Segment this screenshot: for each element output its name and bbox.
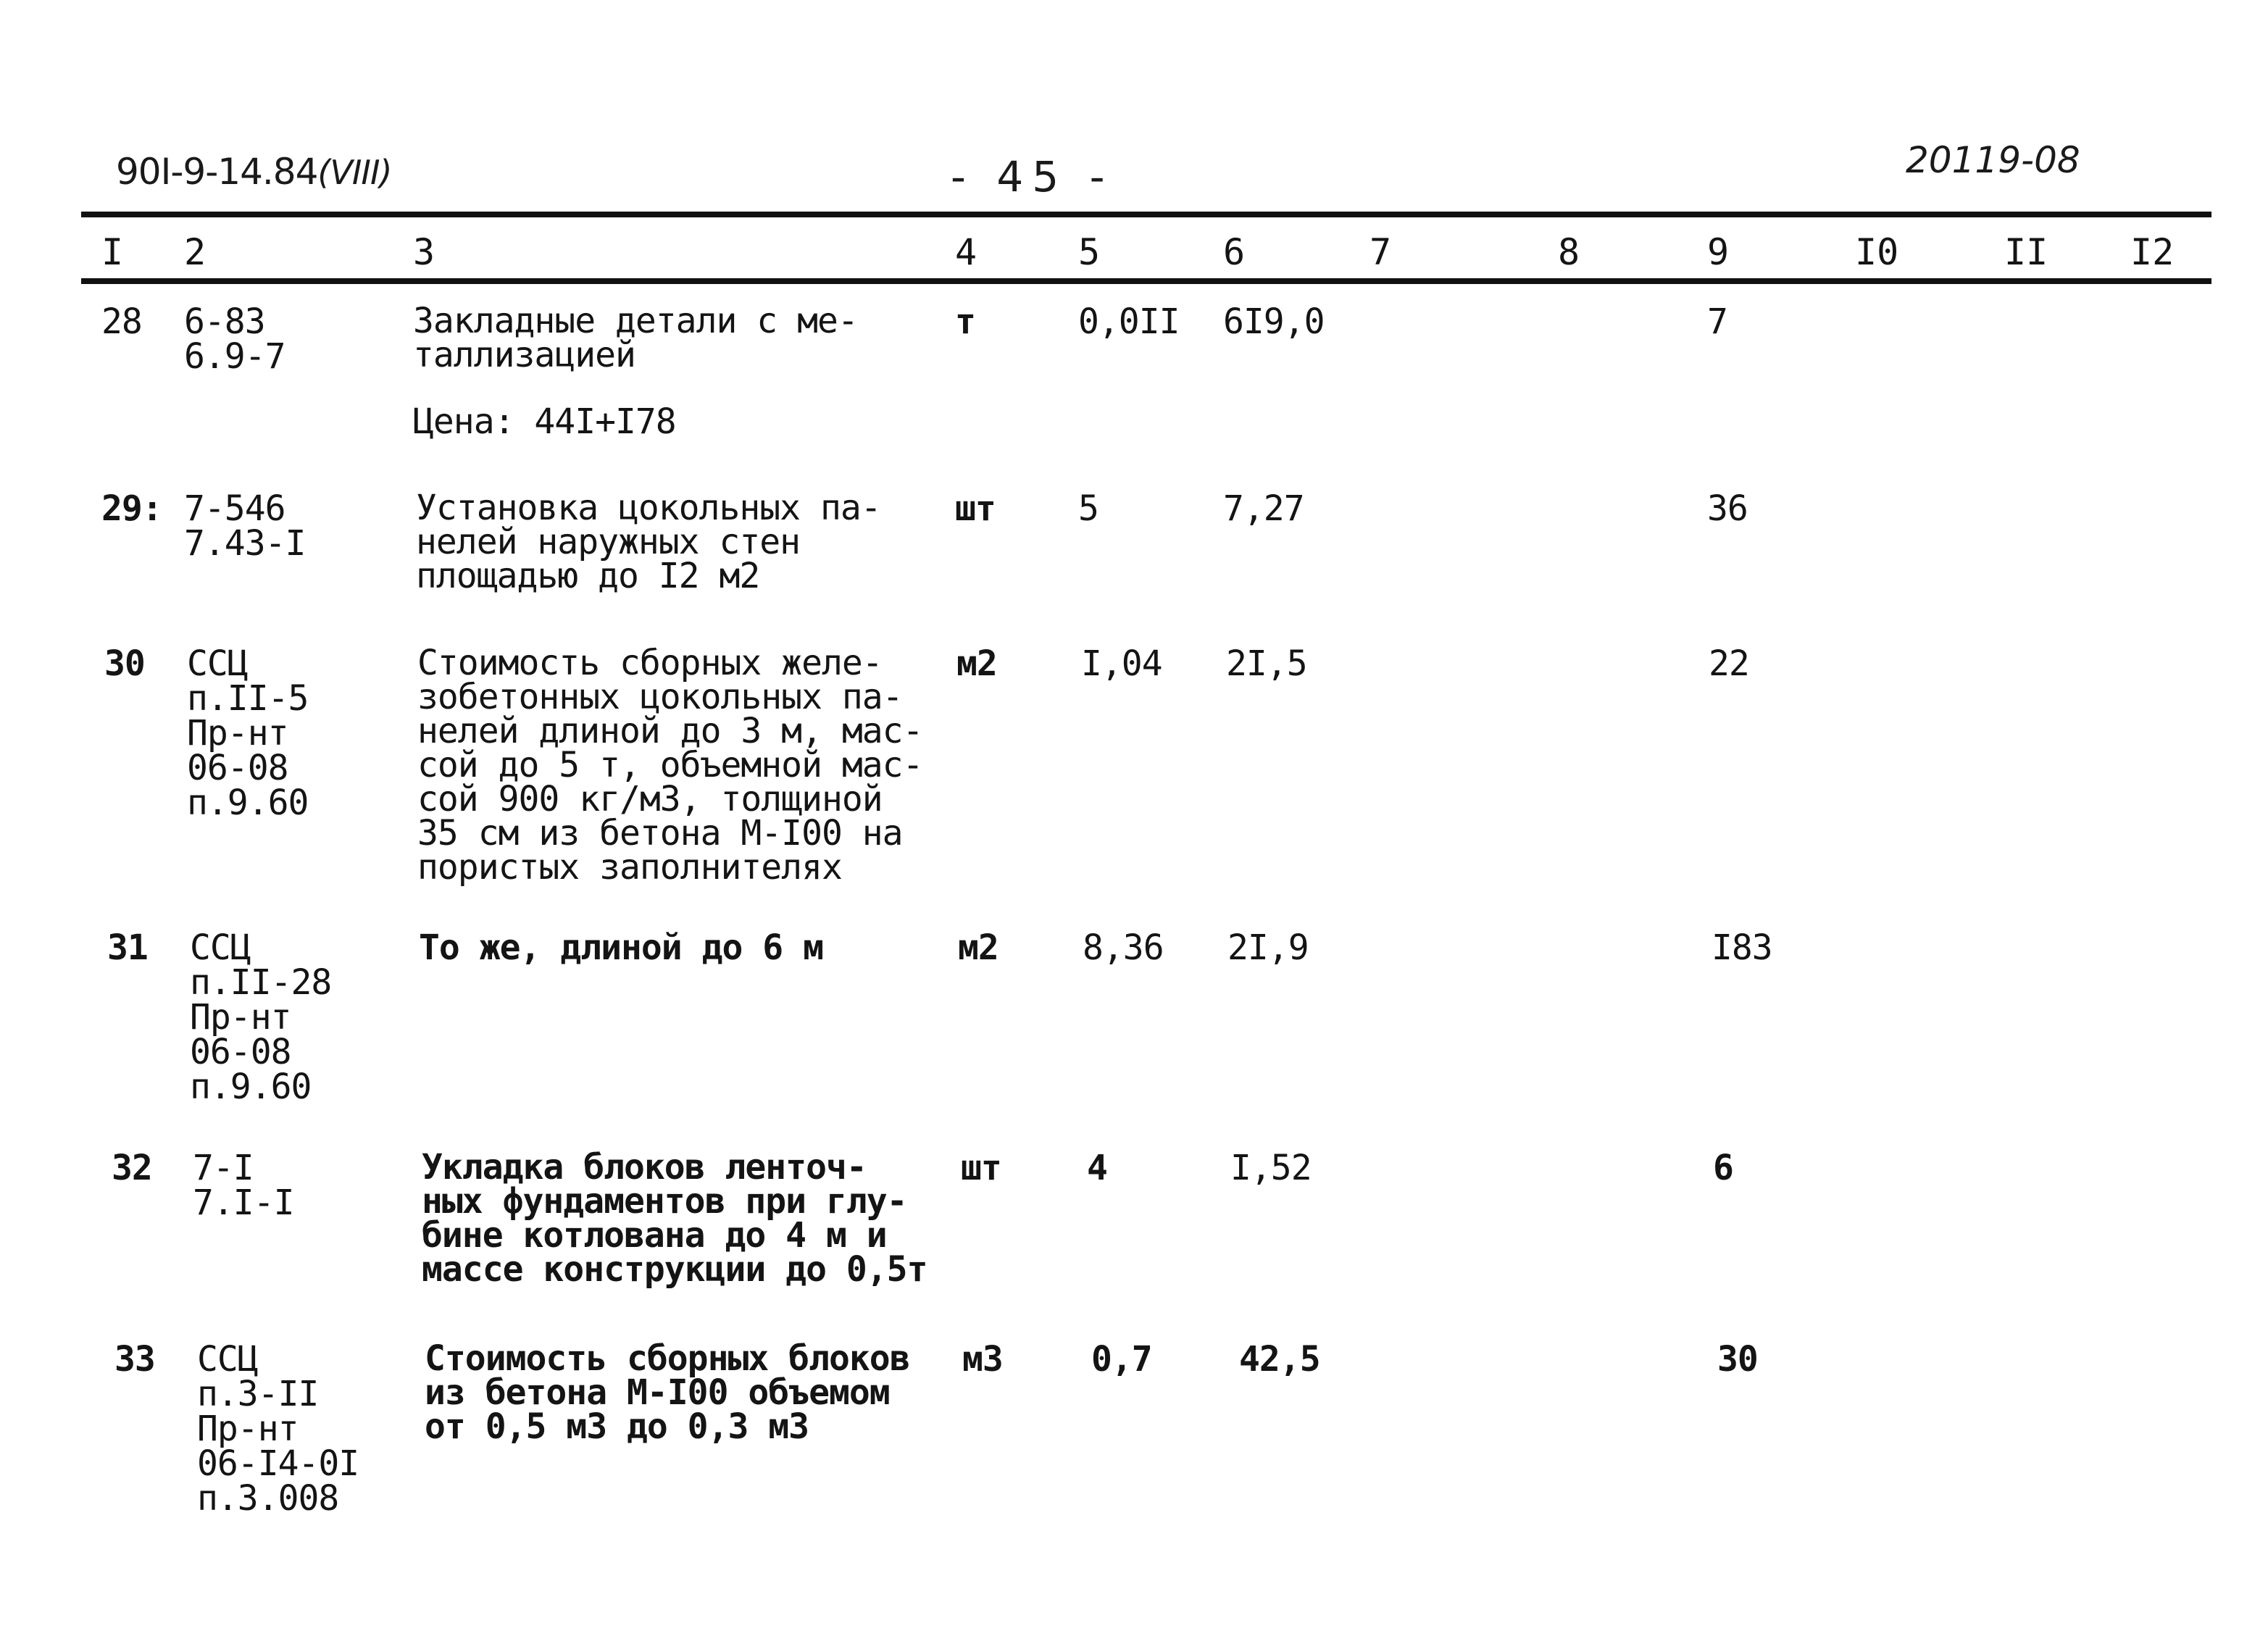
row-number: 33 (114, 1339, 155, 1380)
norm-code: ССЦ п.II-5 Пр-нт 06-08 п.9.60 (187, 643, 309, 823)
work-description: Закладные детали с ме- таллизацией (413, 301, 858, 375)
total-cost: 30 (1717, 1339, 1758, 1380)
unit: шт (961, 1148, 1001, 1188)
unit-cost: 2I,5 (1226, 643, 1307, 684)
quantity: 0,0II (1078, 301, 1180, 342)
unit-cost: 42,5 (1239, 1339, 1320, 1380)
norm-code: 6-83 6.9-7 (184, 301, 285, 377)
norm-code: 7-546 7.43-I (184, 488, 306, 564)
quantity: 0,7 (1091, 1339, 1152, 1380)
row-number: 28 (101, 301, 142, 342)
column-header-7: 7 (1369, 231, 1392, 273)
unit-cost: 2I,9 (1227, 927, 1309, 968)
total-cost: 22 (1709, 643, 1749, 684)
column-header-11: II (2004, 231, 2048, 273)
quantity: 8,36 (1083, 927, 1164, 968)
norm-code: ССЦ п.II-28 Пр-нт 06-08 п.9.60 (190, 927, 332, 1107)
work-description: То же, длиной до 6 м (419, 927, 823, 968)
work-description: Стоимость сборных желе- зобетонных цокольных па- нелей длиной до 3 м, мас- сой до 5 т, объемной мас- сой 900 кг/м3, толщиной 35 см из бетона М-I00 на пористых заполнителях (417, 643, 923, 888)
unit-cost: 7,27 (1223, 488, 1304, 529)
total-cost: 36 (1707, 488, 1748, 529)
row-number: 29: (101, 488, 162, 529)
column-header-9: 9 (1707, 231, 1730, 273)
header-rule-top (81, 212, 2211, 217)
total-cost: 7 (1707, 301, 1727, 342)
document-code-suffix: (VIII) (317, 153, 392, 192)
unit-cost: 6I9,0 (1223, 301, 1325, 342)
work-description: Стоимость сборных блоков из бетона М-I00 объемом от 0,5 м3 до 0,3 м3 (425, 1338, 910, 1447)
quantity: I,04 (1081, 643, 1162, 684)
unit: т (955, 301, 975, 342)
work-description: Установка цокольных па- нелей наружных стен площадью до I2 м2 (416, 488, 881, 596)
column-header-5: 5 (1078, 231, 1101, 273)
unit: м2 (958, 927, 998, 968)
total-cost: I83 (1712, 927, 1772, 968)
work-description: Укладка блоков ленточ- ных фундаментов при глу- бине котлована до 4 м и массе конструкции до 0,5т (422, 1147, 927, 1290)
unit: м3 (962, 1339, 1003, 1380)
page-number: - 45 - (951, 152, 1114, 201)
header-rule-bottom (81, 278, 2211, 284)
row-number: 30 (104, 643, 145, 684)
column-header-10: I0 (1855, 231, 1899, 273)
norm-code: 7-I 7.I-I (193, 1148, 294, 1223)
unit-cost: I,52 (1230, 1148, 1312, 1188)
column-header-4: 4 (955, 231, 977, 273)
row-number: 32 (112, 1148, 152, 1188)
column-header-6: 6 (1223, 231, 1246, 273)
unit: шт (955, 488, 996, 529)
column-header-8: 8 (1558, 231, 1580, 273)
quantity: 5 (1078, 488, 1098, 529)
row-number: 31 (107, 927, 148, 968)
sheet-number: 20119-08 (1906, 139, 2080, 181)
norm-code: ССЦ п.3-II Пр-нт 06-I4-0I п.3.008 (197, 1339, 359, 1519)
column-header-2: 2 (184, 231, 207, 273)
column-header-1: I (101, 231, 124, 273)
unit: м2 (956, 643, 997, 684)
column-header-3: 3 (413, 231, 435, 273)
column-header-12: I2 (2130, 231, 2175, 273)
document-code-main: 90I-9-14.84 (116, 151, 318, 193)
total-cost: 6 (1713, 1148, 1733, 1188)
price-note: Цена: 44I+I78 (413, 401, 676, 442)
document-code (116, 151, 391, 193)
quantity: 4 (1087, 1148, 1107, 1188)
